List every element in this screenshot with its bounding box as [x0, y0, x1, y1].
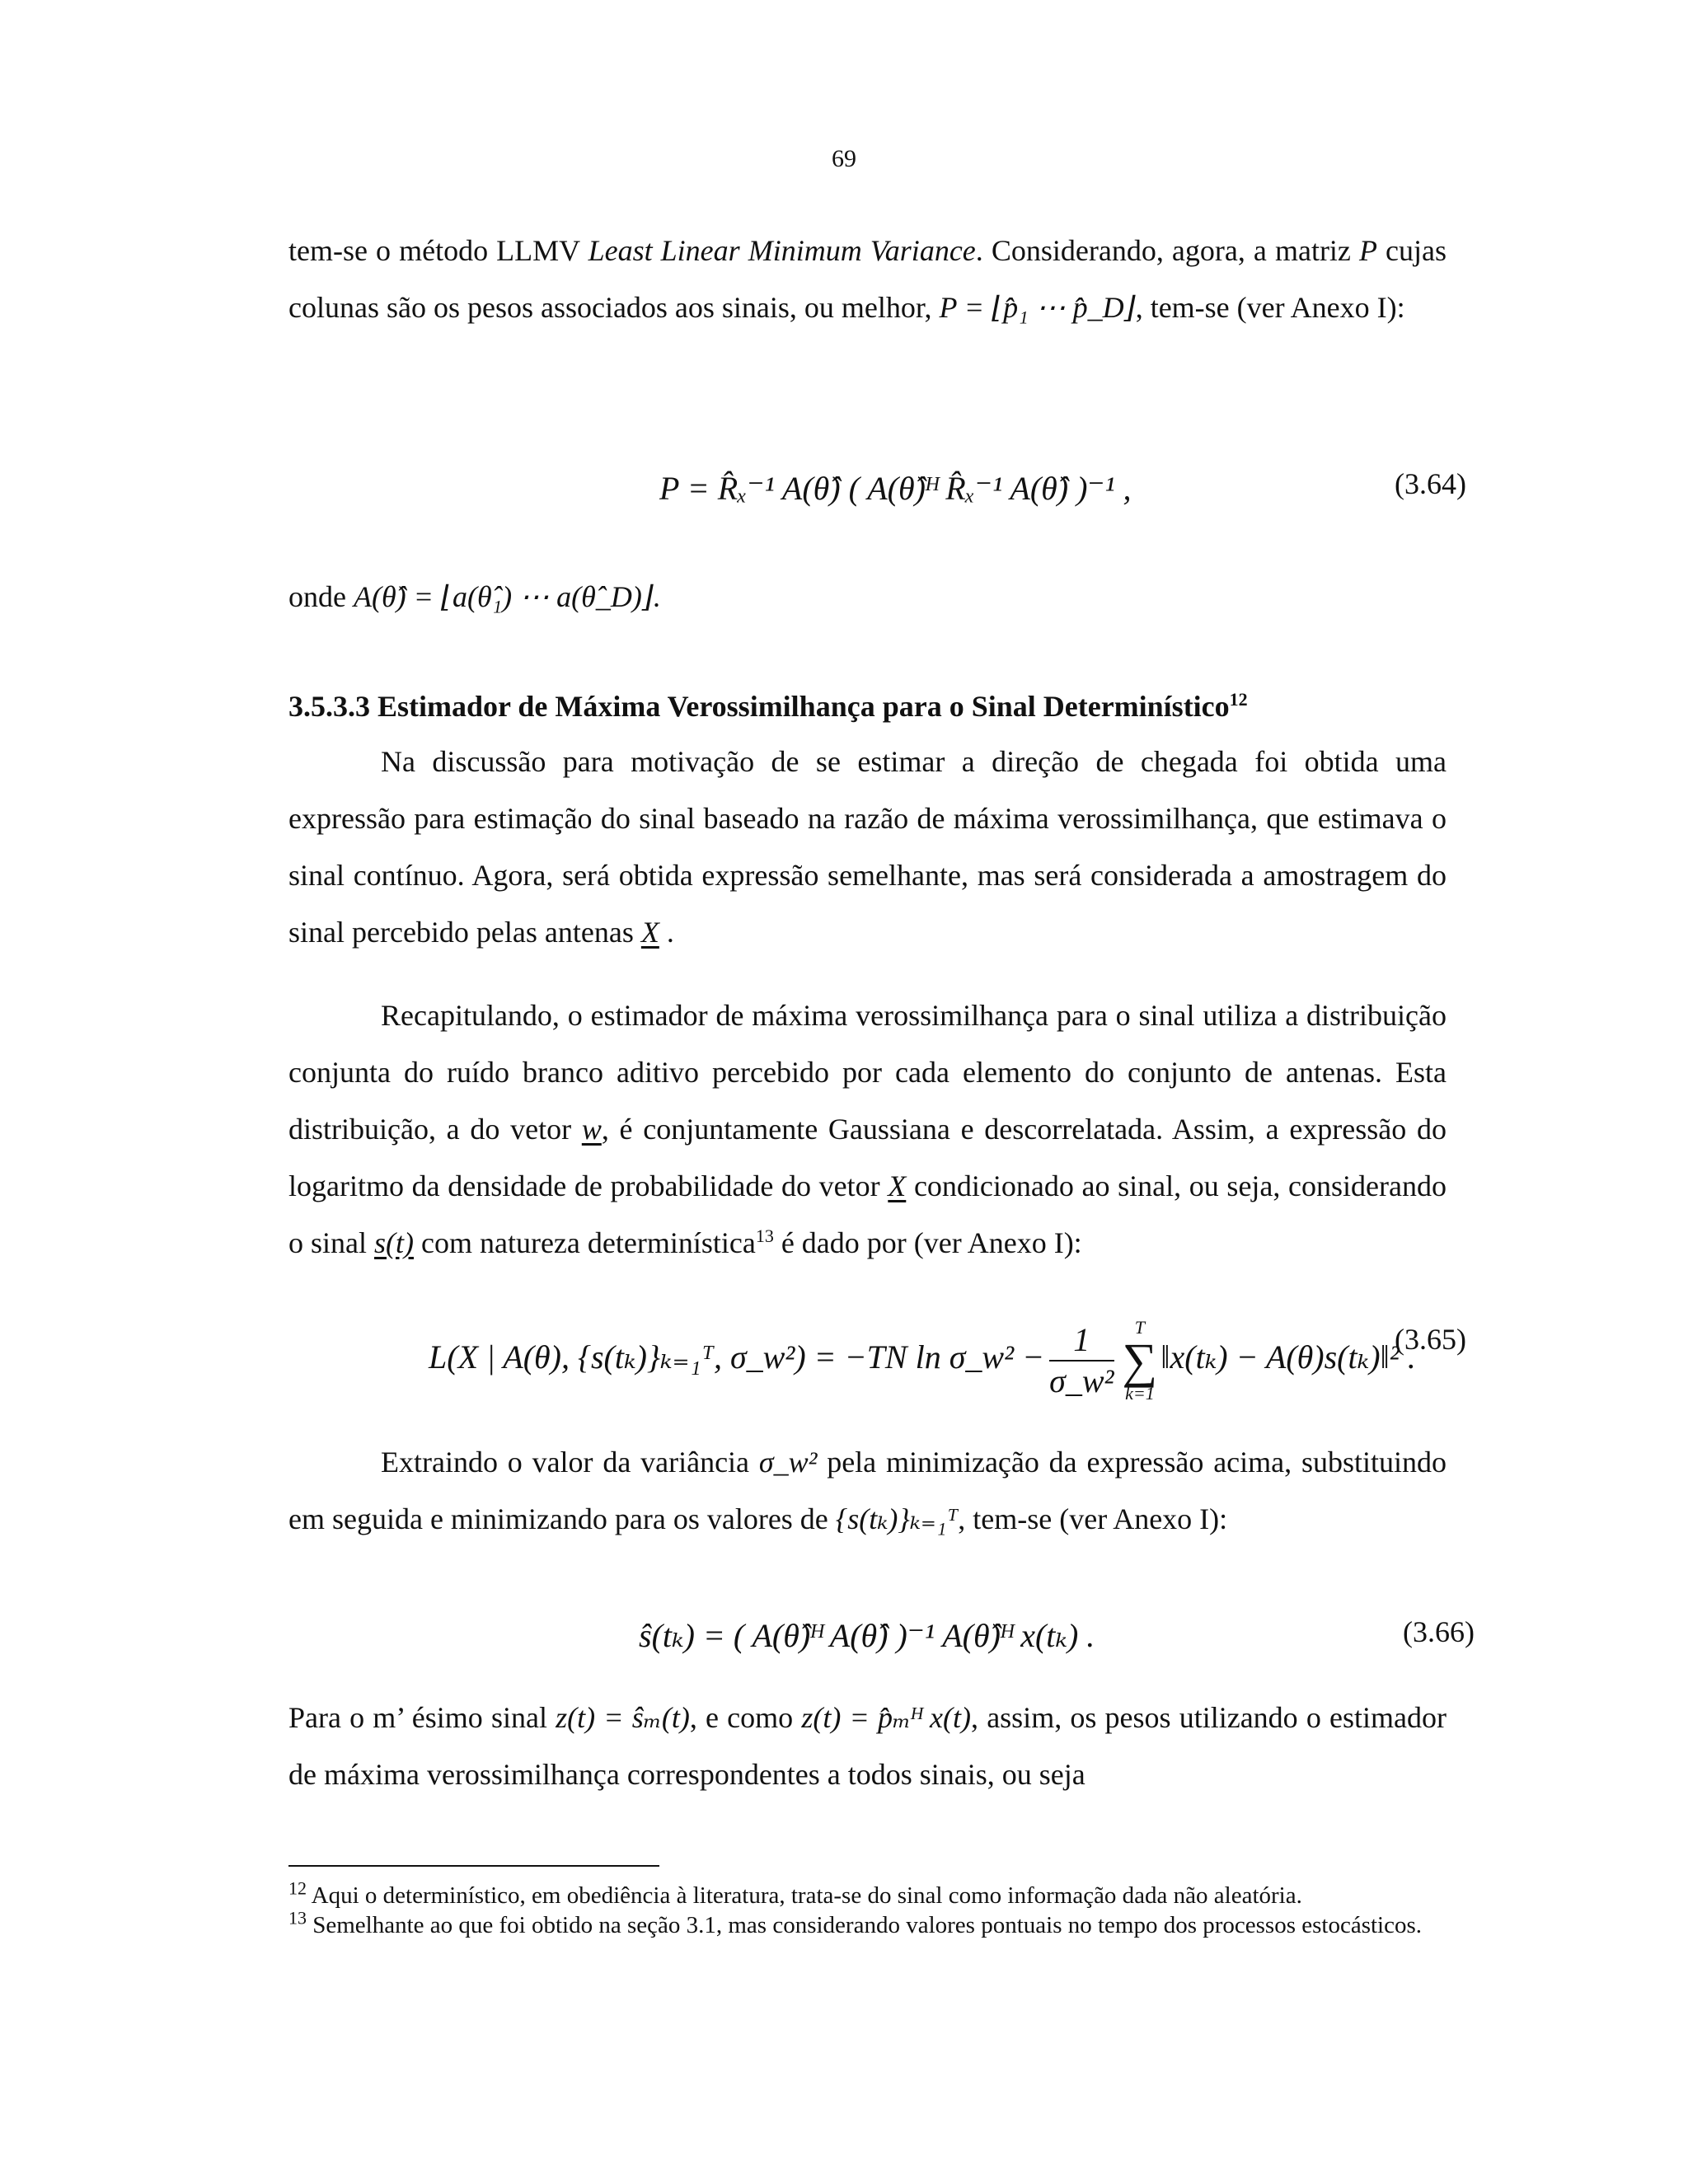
paragraph-variance: Extraindo o valor da variância σ_w² pela minimização da expressão acima, substituindo em seguida e minimizando para os valores de {s(tₖ)}ₖ₌₁ᵀ, tem-se (ver Anexo I):: [288, 1446, 1447, 1535]
footnote-ref-12: 12: [1229, 689, 1248, 710]
page-number: 69: [832, 145, 856, 172]
footnote-12: $^{12}$ Aqui o determinístico, em obediência à literatura, trata-se do sinal como informação dada não aleatória.: [288, 1877, 1302, 1909]
equation-3-66: ŝ(tₖ) = ( A(θ̂)ᴴ A(θ̂) )⁻¹ A(θ̂)ᴴ x(tₖ) .: [639, 1617, 1095, 1654]
equation-3-64: P = R̂ₓ⁻¹ A(θ̂) ( A(θ̂)ᴴ R̂ₓ⁻¹ A(θ̂) )⁻¹ ,: [659, 470, 1132, 507]
equation-number-3-64: (3.64): [1395, 467, 1466, 500]
paragraph-onde: onde A(θ̂) = ⌊a(θ̂₁) ⋯ a(θ̂_D)⌋.: [288, 580, 661, 613]
matrix-p-definition: P = ⌊p̂₁ ⋯ p̂_D⌋: [939, 291, 1136, 324]
footnote-separator: [288, 1865, 659, 1867]
summation: T ∑ k=1: [1122, 1317, 1158, 1404]
equation-3-65: L(X | A(θ), {s(tₖ)}ₖ₌₁ᵀ, σ_w²) = −TN ln σ_w² − $\frac{1}{\text{σ\_w²}}$ T ∑ k=1 ‖x(tₖ) − A(θ)s(tₖ)‖² .: [429, 1317, 1416, 1404]
footnote-ref-13: 13: [755, 1226, 774, 1246]
footnote-13: $^{13}$ Semelhante ao que foi obtido na seção 3.1, mas considerando valores pontuais no tempo dos processos estocásticos.: [288, 1907, 1423, 1938]
steering-matrix-definition: A(θ̂) = ⌊a(θ̂₁) ⋯ a(θ̂_D)⌋.: [353, 580, 661, 613]
paragraph-motivation: Na discussão para motivação de se estimar a direção de chegada foi obtida uma expressão para estimação do sinal baseado na razão de máxima verossimilhança, que estimava o sinal contínuo. Agora, será obtida expressão semelhante, mas será considerada a amostragem do sinal percebido pelas antenas X .: [288, 745, 1447, 949]
fraction: $\frac{1}{\text{σ\_w²}}$: [1049, 1321, 1114, 1399]
noise-variance: σ_w²: [758, 1446, 818, 1479]
paragraph-recap: Recapitulando, o estimador de máxima verossimilhança para o sinal utiliza a distribuição conjunta do ruído branco aditivo percebido por cada elemento do conjunto de antenas. Esta distribuição, a do vetor w, é conjuntamente Gaussiana e descorrelatada. Assim, a expressão do logaritmo da densidade de probabilidade do vetor X condicionado ao sinal, ou seja, considerando o sinal s(t) com natureza determinística$^{13}$ é dado por (ver Anexo I):: [288, 999, 1447, 1259]
paragraph-intro: tem-se o método LLMV Least Linear Minimum Variance. Considerando, agora, a matriz P cujas colunas são os pesos associados aos sinais, ou melhor, P = ⌊p̂₁ ⋯ p̂_D⌋, tem-se (ver Anexo I):: [288, 234, 1447, 324]
equation-number-3-65: (3.65): [1395, 1323, 1466, 1356]
section-heading: 3.5.3.3 Estimador de Máxima Verossimilhança para o Sinal Determinístico$^{12}$: [288, 689, 1248, 723]
paragraph-weights: Para o m’ ésimo sinal z(t) = ŝₘ(t), e como z(t) = p̂ₘᴴ x(t), assim, os pesos utilizando o estimador de máxima verossimilhança correspondentes a todos sinais, ou seja: [288, 1701, 1447, 1791]
equation-number-3-66: (3.66): [1403, 1615, 1475, 1648]
signal-set: {s(tₖ)}ₖ₌₁ᵀ: [835, 1502, 959, 1535]
